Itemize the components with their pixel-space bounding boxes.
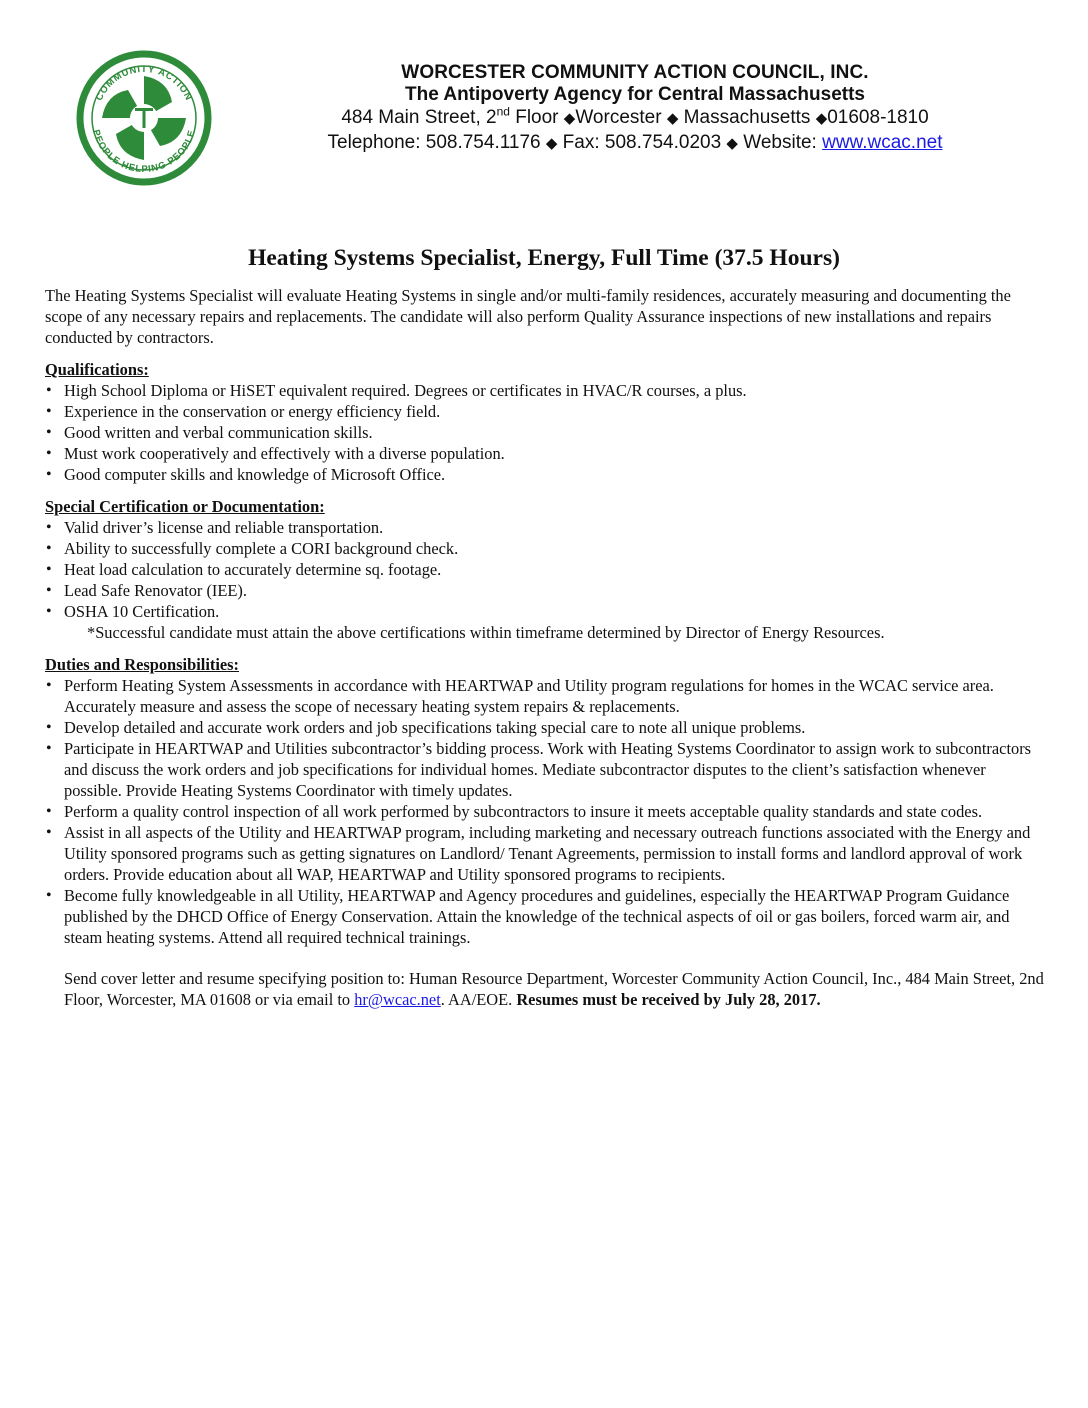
closing-paragraph xyxy=(45,968,1045,1010)
list-item: • Heat load calculation to accurately determine sq. footage. xyxy=(45,559,1045,580)
closing-after-email: . AA/EOE. xyxy=(440,990,517,1009)
list-item: • Experience in the conservation or energy efficiency field. xyxy=(45,401,1045,422)
certifications-list xyxy=(45,517,1045,622)
diamond-icon: ◆ xyxy=(666,110,679,127)
list-item: • OSHA 10 Certification. xyxy=(45,601,1045,622)
address-sup: nd xyxy=(496,104,510,119)
address-state: Massachusetts xyxy=(678,107,816,128)
certification-note: *Successful candidate must attain the above certifications within timeframe determined by Director of Energy Resources. xyxy=(87,623,885,642)
list-item: • Perform Heating System Assessments in accordance with HEARTWAP and Utility program regulations for homes in the WCAC service area. Accurately measure and assess the scope of necessary heating system repairs & replacements. xyxy=(45,675,1045,717)
list-item: • High School Diploma or HiSET equivalent required. Degrees or certificates in HVAC/R courses, a plus. xyxy=(45,380,1045,401)
list-item: • Perform a quality control inspection of all work performed by subcontractors to insure it meets acceptable quality standards and state codes. xyxy=(45,801,1045,822)
address-city: Worcester xyxy=(575,107,667,128)
list-item: • Lead Safe Renovator (IEE). xyxy=(45,580,1045,601)
email-link[interactable]: hr@wcac.net xyxy=(354,990,441,1009)
duties-heading: Duties and Responsibilities: xyxy=(45,655,239,674)
list-item: • Good computer skills and knowledge of Microsoft Office. xyxy=(45,464,1045,485)
org-tagline: The Antipoverty Agency for Central Massachusetts xyxy=(405,84,865,105)
diamond-icon: ◆ xyxy=(815,110,828,127)
logo-ring-text-bottom: PEOPLE HELPING PEOPLE xyxy=(90,128,198,176)
address-floor: Floor xyxy=(509,107,564,128)
diamond-icon: ◆ xyxy=(726,135,738,152)
list-item: • Develop detailed and accurate work orders and job specifications taking special care to note all unique problems. xyxy=(45,717,1045,738)
logo-ring-text-top: COMMUNITY ACTION xyxy=(93,63,195,103)
diamond-icon: ◆ xyxy=(545,135,558,152)
qualifications-list xyxy=(45,380,1045,485)
org-name: WORCESTER COMMUNITY ACTION COUNCIL, INC. xyxy=(401,62,869,83)
job-posting-body xyxy=(45,285,1045,1010)
address-street: 484 Main Street, 2 xyxy=(341,107,497,128)
diamond-icon: ◆ xyxy=(563,110,576,127)
website-label: Website: xyxy=(737,132,823,153)
list-item: • Valid driver’s license and reliable transportation. xyxy=(45,517,1045,538)
telephone: Telephone: 508.754.1176 xyxy=(327,132,546,153)
duties-list xyxy=(45,675,1045,948)
list-item: • Must work cooperatively and effectively with a diverse population. xyxy=(45,443,1045,464)
website-link[interactable]: www.wcac.net xyxy=(822,132,943,153)
closing-text: Send cover letter and resume specifying position to: Human Resource Department, Worcester Community Action Council, Inc., 484 Main Street, 2nd Floor, Worcester, MA 01608 or via email to xyxy=(64,969,1044,1009)
deadline-text: Resumes must be received by July 28, 2017. xyxy=(516,990,821,1009)
pinwheel-logo-icon xyxy=(76,50,212,186)
org-address xyxy=(250,106,1020,131)
qualifications-heading: Qualifications: xyxy=(45,360,149,379)
list-item: • Participate in HEARTWAP and Utilities subcontractor’s bidding process. Work with Heating Systems Coordinator to assign work to subcontractors and discuss the work orders and job specifications for individual homes. Mediate subcontractor disputes to the client’s satisfaction whenever possible. Provide Heating Systems Coordinator with timely updates. xyxy=(45,738,1045,801)
list-item: • Assist in all aspects of the Utility and HEARTWAP program, including marketing and necessary outreach functions associated with the Energy and Utility sponsored programs such as getting signatures on Landlord/ Tenant Agreements, permission to install forms and landlord approval of work orders. Provide education about all WAP, HEARTWAP and Utility sponsored programs to recipients. xyxy=(45,822,1045,885)
job-title: Heating Systems Specialist, Energy, Full Time (37.5 Hours) xyxy=(248,245,840,271)
org-header xyxy=(250,62,1020,156)
certifications-heading: Special Certification or Documentation: xyxy=(45,497,325,516)
list-item: • Ability to successfully complete a CORI background check. xyxy=(45,538,1045,559)
list-item: • Good written and verbal communication skills. xyxy=(45,422,1045,443)
fax: Fax: 508.754.0203 xyxy=(557,132,727,153)
intro-paragraph: The Heating Systems Specialist will evaluate Heating Systems in single and/or multi-family residences, accurately measuring and documenting the scope of any necessary repairs and replacements. The candidate will also perform Quality Assurance inspections of new installations and repairs conducted by contractors. xyxy=(45,286,1011,347)
address-zip: 01608-1810 xyxy=(827,107,929,128)
list-item: • Become fully knowledgeable in all Utility, HEARTWAP and Agency procedures and guidelines, especially the HEARTWAP Program Guidance published by the DHCD Office of Energy Conservation. Attain the knowledge of the technical aspects of oil or gas boilers, forced warm air, and steam heating systems. Attend all required technical trainings. xyxy=(45,885,1045,948)
org-contact xyxy=(250,131,1020,156)
